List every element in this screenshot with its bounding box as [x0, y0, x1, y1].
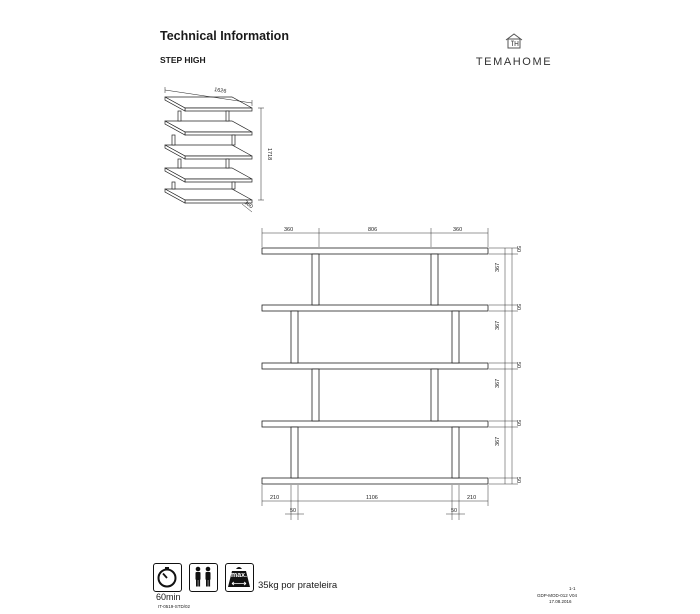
two-persons-icon	[190, 564, 216, 590]
shelf	[262, 478, 488, 484]
house-th-icon	[504, 33, 524, 49]
shelf	[262, 363, 488, 369]
brand-name: TEMAHOME	[475, 56, 553, 68]
post	[291, 427, 298, 478]
post	[312, 254, 319, 305]
iso-depth-label: 360	[242, 199, 254, 211]
brand-logo	[472, 33, 556, 68]
isometric-view	[150, 75, 280, 215]
iso-shelf	[165, 168, 252, 182]
shelf	[262, 248, 488, 254]
doc-code-left: IT-0519-STD/02	[158, 604, 191, 609]
assembly-time: 60min	[156, 592, 181, 602]
dim-shelf-spacing: 367	[495, 436, 501, 446]
stopwatch-icon	[154, 564, 180, 590]
post	[431, 369, 438, 421]
max-weight-box	[225, 563, 254, 592]
shelf	[262, 305, 488, 311]
doc-code-right: GDP-MOD-012 V04	[537, 593, 578, 598]
dim-shelf-thickness: 50	[515, 362, 521, 369]
shelf	[262, 421, 488, 427]
dim-shelf-thickness: 50	[515, 477, 521, 484]
max-label: max.	[231, 572, 247, 579]
post	[312, 369, 319, 421]
front-view-drawing	[255, 220, 535, 520]
dim-shelf-spacing: 367	[495, 262, 501, 272]
iso-width-label: 1626	[213, 87, 227, 95]
post	[431, 254, 438, 305]
iso-shelf	[165, 189, 252, 203]
dim-bottom-left: 210	[270, 495, 280, 501]
dim-shelf-spacing: 367	[495, 320, 501, 330]
dim-top-middle: 806	[368, 227, 378, 233]
doc-date: 17.08.2016	[549, 599, 572, 604]
iso-shelf	[165, 97, 252, 111]
dim-post-left: 50	[290, 508, 297, 514]
dim-shelf-thickness: 50	[515, 304, 521, 311]
page-title: Technical Information	[160, 29, 289, 43]
dim-post-right: 50	[451, 508, 458, 514]
dim-top-left: 360	[284, 227, 294, 233]
iso-shelf	[165, 145, 252, 159]
dim-top-right: 360	[453, 227, 463, 233]
dim-bottom-middle: 1106	[366, 495, 378, 501]
dim-shelf-thickness: 50	[515, 246, 521, 253]
dim-shelf-thickness: 50	[515, 420, 521, 427]
dim-shelf-spacing: 367	[495, 378, 501, 388]
assembly-time-box	[153, 563, 182, 592]
product-name: STEP HIGH	[160, 55, 206, 65]
page-number: 1-1	[569, 586, 576, 591]
iso-shelf	[165, 121, 252, 135]
post	[452, 311, 459, 363]
post	[452, 427, 459, 478]
persons-box	[189, 563, 218, 592]
load-capacity: 35kg por prateleira	[258, 580, 338, 591]
iso-height-label: 1718	[266, 148, 272, 161]
post	[291, 311, 298, 363]
dim-bottom-right: 210	[467, 495, 477, 501]
